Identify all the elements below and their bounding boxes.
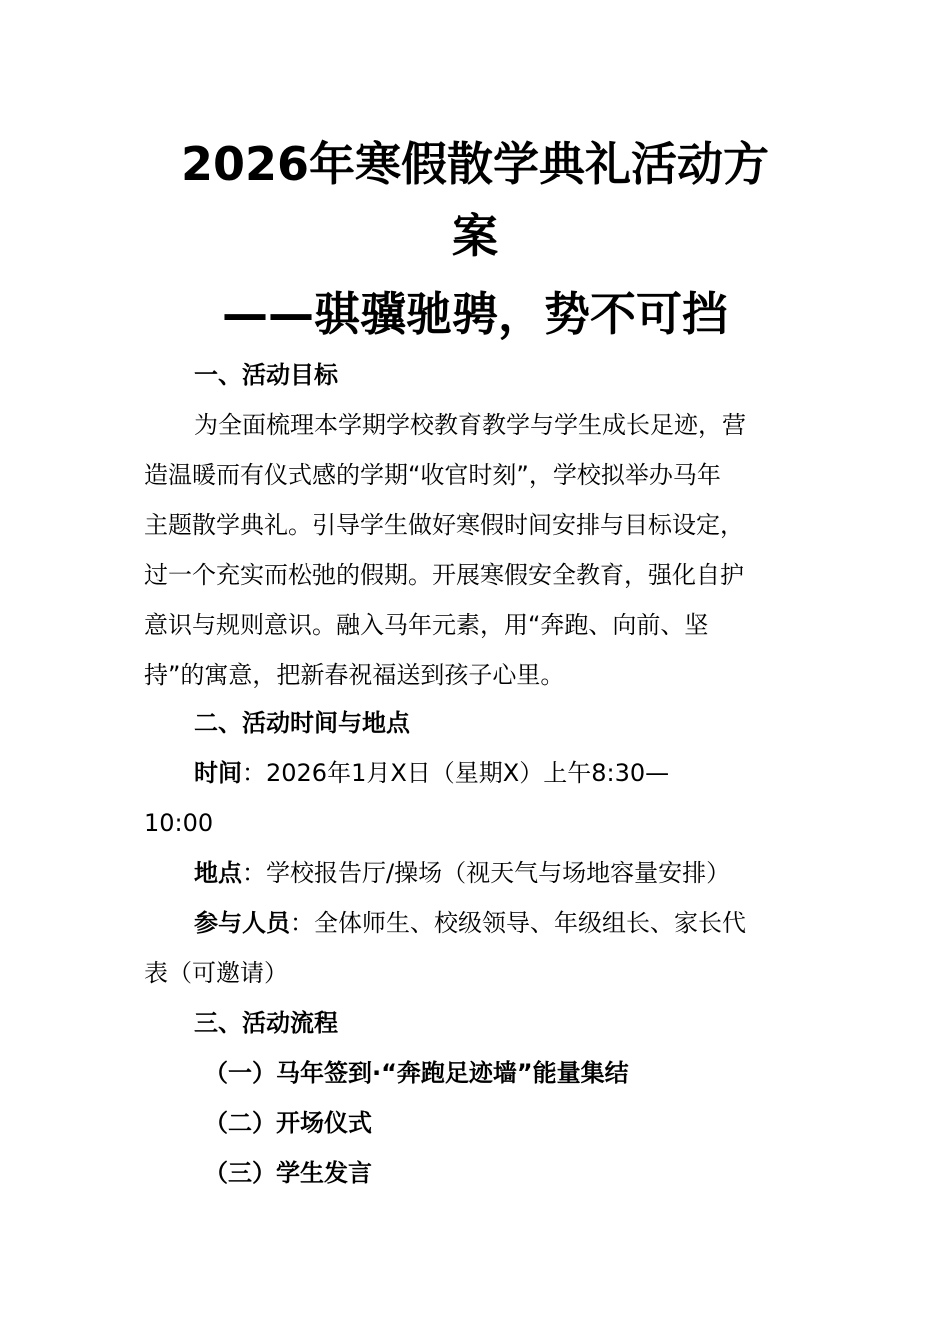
process-item: （一）马年签到·“奔跑足迹墙”能量集结 [204,1059,629,1087]
paragraph-line: 造温暖而有仪式感的学期“收官时刻”，学校拟举办马年 [144,461,721,489]
time-line [194,748,794,798]
time-value: ：2026年1月X日（星期X）上午8:30— [242,759,670,787]
document-subtitle: ——骐骥驰骋，势不可挡 [222,287,728,341]
section-heading-time-place: 二、活动时间与地点 [194,709,410,737]
paragraph-line: 过一个充实而松弛的假期。开展寒假安全教育，强化自护 [144,561,744,589]
document-title-line-2: 案 [452,209,498,263]
process-item: （三）学生发言 [204,1159,372,1187]
document-title-line-1: 2026年寒假散学典礼活动方 [180,137,770,191]
participants-line [194,898,794,948]
time-label: 时间 [194,759,242,787]
place-label: 地点 [194,859,242,887]
time-value-continued: 10:00 [144,809,214,837]
place-line [194,848,794,898]
paragraph-line: 持”的寓意，把新春祝福送到孩子心里。 [144,661,565,689]
paragraph-line: 主题散学典礼。引导学生做好寒假时间安排与目标设定， [144,511,744,539]
process-item: （二）开场仪式 [204,1109,372,1137]
place-value: ：学校报告厅/操场（视天气与场地容量安排） [242,859,731,887]
participants-value: ：全体师生、校级领导、年级组长、家长代 [290,909,746,937]
paragraph-line: 意识与规则意识。融入马年元素，用“奔跑、向前、坚 [144,611,709,639]
participants-label: 参与人员 [194,909,290,937]
participants-value-continued: 表（可邀请） [144,959,288,987]
paragraph-line: 为全面梳理本学期学校教育教学与学生成长足迹，营 [194,411,746,439]
section-heading-process: 三、活动流程 [194,1009,338,1037]
section-heading-goals: 一、活动目标 [194,361,338,389]
